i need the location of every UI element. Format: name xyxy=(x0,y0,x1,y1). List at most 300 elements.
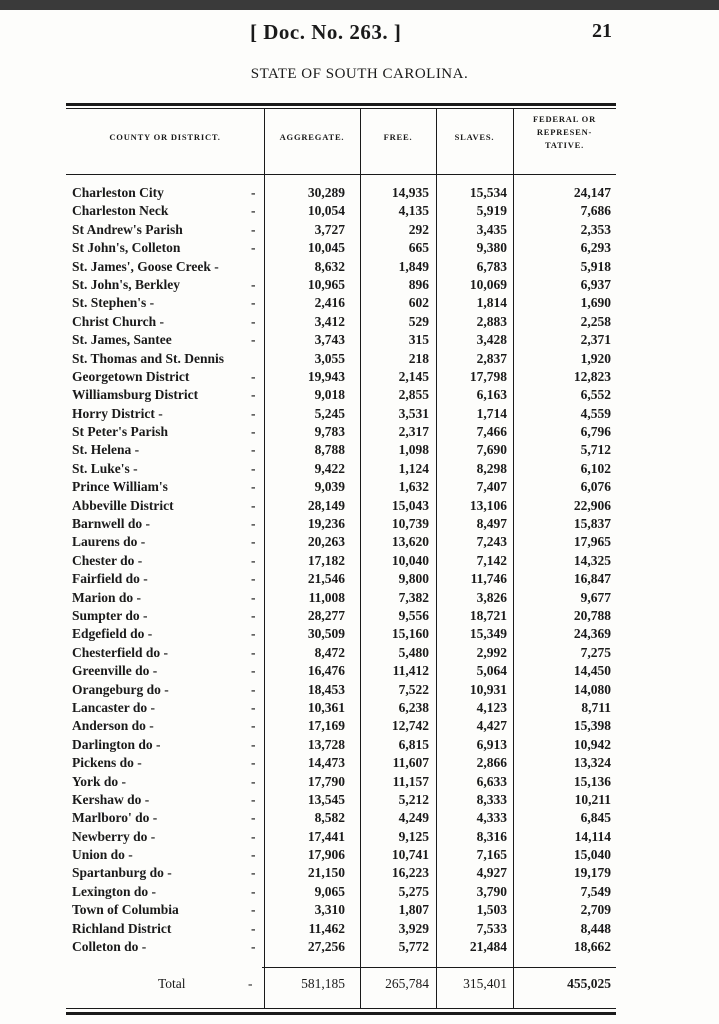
free-cell: 2,855 xyxy=(398,387,429,403)
slaves-cell: 17,798 xyxy=(469,368,507,384)
leader-dash: - xyxy=(251,221,256,237)
aggregate-cell: 9,783 xyxy=(314,424,345,440)
slaves-cell: 4,333 xyxy=(476,810,507,826)
slaves-cell: 7,142 xyxy=(476,552,507,568)
slaves-cell: 13,106 xyxy=(469,497,507,513)
free-cell: 6,238 xyxy=(398,699,429,715)
leader-dash: - xyxy=(251,626,256,642)
slaves-cell: 18,721 xyxy=(469,607,507,623)
leader-dash: - xyxy=(251,810,256,826)
slaves-cell: 8,333 xyxy=(476,791,507,807)
leader-dash: - xyxy=(251,902,256,918)
county-name-cell: Lancaster do - xyxy=(72,699,155,715)
slaves-cell: 10,931 xyxy=(469,681,507,697)
federal-cell: 8,448 xyxy=(580,920,611,936)
federal-cell: 2,258 xyxy=(580,313,611,329)
slaves-cell: 21,484 xyxy=(469,939,507,955)
slaves-cell: 6,783 xyxy=(476,258,507,274)
aggregate-cell: 8,788 xyxy=(314,442,345,458)
table-bottom-rule-thick xyxy=(66,1012,616,1015)
slaves-cell: 5,064 xyxy=(476,663,507,679)
leader-dash: - xyxy=(251,755,256,771)
slaves-cell: 3,435 xyxy=(476,221,507,237)
slaves-cell: 7,407 xyxy=(476,479,507,495)
slaves-cell: 4,123 xyxy=(476,699,507,715)
leader-dash: - xyxy=(251,442,256,458)
total-federal: 455,025 xyxy=(567,976,611,991)
aggregate-cell: 21,546 xyxy=(307,571,345,587)
aggregate-cell: 17,906 xyxy=(307,847,345,863)
table-row xyxy=(0,552,719,570)
free-cell: 529 xyxy=(408,313,429,329)
table-row xyxy=(0,589,719,607)
table-row xyxy=(0,864,719,882)
table-row xyxy=(0,699,719,717)
leader-dash: - xyxy=(251,607,256,623)
leader-dash: - xyxy=(251,847,256,863)
slaves-cell: 4,927 xyxy=(476,865,507,881)
county-name-cell: Colleton do - xyxy=(72,939,147,955)
free-cell: 1,632 xyxy=(398,479,429,495)
leader-dash: - xyxy=(251,479,256,495)
free-cell: 15,043 xyxy=(391,497,429,513)
federal-cell: 12,823 xyxy=(573,368,611,384)
table-row xyxy=(0,681,719,699)
county-name-cell: Fairfield do - xyxy=(72,571,148,587)
table-row xyxy=(0,920,719,938)
free-cell: 5,212 xyxy=(398,791,429,807)
leader-dash: - xyxy=(251,883,256,899)
aggregate-cell: 8,582 xyxy=(314,810,345,826)
federal-cell: 19,179 xyxy=(573,865,611,881)
aggregate-cell: 10,361 xyxy=(307,699,345,715)
leader-dash: - xyxy=(251,791,256,807)
federal-cell: 5,918 xyxy=(580,258,611,274)
federal-cell: 1,690 xyxy=(580,295,611,311)
aggregate-cell: 28,277 xyxy=(307,607,345,623)
free-cell: 4,249 xyxy=(398,810,429,826)
free-cell: 16,223 xyxy=(391,865,429,881)
federal-cell: 10,942 xyxy=(573,736,611,752)
county-name-cell: Union do - xyxy=(72,847,133,863)
federal-cell: 6,796 xyxy=(580,424,611,440)
county-name-cell: Sumpter do - xyxy=(72,607,148,623)
leader-dash: - xyxy=(251,185,256,200)
federal-cell: 14,450 xyxy=(573,663,611,679)
slaves-cell: 6,913 xyxy=(476,736,507,752)
slaves-cell: 1,814 xyxy=(476,295,507,311)
federal-cell: 14,325 xyxy=(573,552,611,568)
leader-dash: - xyxy=(251,865,256,881)
table-row xyxy=(0,184,719,202)
free-cell: 12,742 xyxy=(391,718,429,734)
aggregate-cell: 3,412 xyxy=(314,313,345,329)
leader-dash: - xyxy=(251,644,256,660)
federal-cell: 6,937 xyxy=(580,276,611,292)
aggregate-cell: 9,039 xyxy=(314,479,345,495)
federal-cell: 7,549 xyxy=(580,883,611,899)
table-row xyxy=(0,350,719,368)
table-row xyxy=(0,625,719,643)
aggregate-cell: 11,008 xyxy=(308,589,345,605)
leader-dash: - xyxy=(251,240,256,256)
column-header-aggregate: AGGREGATE. xyxy=(279,132,345,142)
free-cell: 1,124 xyxy=(398,460,429,476)
slaves-cell: 8,298 xyxy=(476,460,507,476)
table-title: STATE OF SOUTH CAROLINA. xyxy=(250,66,469,82)
table-row xyxy=(0,515,719,533)
table-row xyxy=(0,221,719,239)
free-cell: 11,607 xyxy=(392,755,429,771)
table-row xyxy=(0,938,719,956)
county-name-cell: St John's, Colleton xyxy=(72,240,181,256)
county-name-cell: Charleston Neck xyxy=(72,203,169,219)
leader-dash: - xyxy=(251,424,256,440)
county-name-cell: Pickens do - xyxy=(72,755,142,771)
aggregate-cell: 13,728 xyxy=(307,736,345,752)
slaves-cell: 10,069 xyxy=(469,276,507,292)
free-cell: 2,145 xyxy=(398,368,429,384)
total-slaves: 315,401 xyxy=(463,976,507,991)
column-header-county: COUNTY OR DISTRICT. xyxy=(109,132,221,142)
free-cell: 5,480 xyxy=(398,644,429,660)
slaves-cell: 15,534 xyxy=(469,185,507,200)
table-row xyxy=(0,239,719,257)
leader-dash: - xyxy=(251,516,256,532)
window-top-edge xyxy=(0,0,719,10)
table-row xyxy=(0,570,719,588)
aggregate-cell: 10,965 xyxy=(307,276,345,292)
slaves-cell: 11,746 xyxy=(470,571,507,587)
aggregate-cell: 18,453 xyxy=(307,681,345,697)
aggregate-cell: 19,943 xyxy=(307,368,345,384)
table-row xyxy=(0,846,719,864)
county-name-cell: Chester do - xyxy=(72,552,143,568)
free-cell: 6,815 xyxy=(398,736,429,752)
table-top-rule-thick xyxy=(66,103,616,106)
aggregate-cell: 20,263 xyxy=(307,534,345,550)
table-row xyxy=(0,717,719,735)
county-name-cell: Abbeville District xyxy=(72,497,174,513)
free-cell: 315 xyxy=(408,332,429,348)
column-header-federal-line-1: FEDERAL OR xyxy=(532,114,597,124)
slaves-cell: 8,497 xyxy=(476,516,507,532)
leader-dash: - xyxy=(251,276,256,292)
county-name-cell: St. James', Goose Creek - xyxy=(72,258,219,274)
table-row xyxy=(0,313,719,331)
table-row xyxy=(0,533,719,551)
federal-cell: 14,114 xyxy=(574,828,611,844)
federal-cell: 7,686 xyxy=(580,203,611,219)
table-row xyxy=(0,497,719,515)
aggregate-cell: 19,236 xyxy=(307,516,345,532)
federal-cell: 2,709 xyxy=(580,902,611,918)
aggregate-cell: 13,545 xyxy=(307,791,345,807)
federal-cell: 2,353 xyxy=(580,221,611,237)
aggregate-cell: 17,182 xyxy=(307,552,345,568)
table-row xyxy=(0,294,719,312)
aggregate-cell: 3,310 xyxy=(314,902,345,918)
aggregate-cell: 17,790 xyxy=(307,773,345,789)
table-row xyxy=(0,276,719,294)
county-name-cell: Edgefield do - xyxy=(72,626,153,642)
slaves-cell: 3,790 xyxy=(476,883,507,899)
federal-cell: 2,371 xyxy=(580,332,611,348)
slaves-cell: 1,503 xyxy=(476,902,507,918)
total-row xyxy=(0,974,719,994)
county-name-cell: Prince William's xyxy=(72,479,168,495)
free-cell: 3,531 xyxy=(398,405,429,421)
table-row xyxy=(0,662,719,680)
leader-dash: - xyxy=(251,736,256,752)
leader-dash: - xyxy=(251,460,256,476)
table-bottom-rule-thin xyxy=(66,1008,616,1009)
leader-dash: - xyxy=(251,332,256,348)
aggregate-cell: 9,422 xyxy=(314,460,345,476)
federal-cell: 18,662 xyxy=(573,939,611,955)
slaves-cell: 7,165 xyxy=(476,847,507,863)
leader-dash: - xyxy=(251,681,256,697)
county-name-cell: St. John's, Berkley xyxy=(72,276,181,292)
total-leader-dash: - xyxy=(248,976,253,991)
free-cell: 11,157 xyxy=(392,773,429,789)
federal-cell: 6,102 xyxy=(580,460,611,476)
header-bottom-rule xyxy=(66,174,616,175)
free-cell: 15,160 xyxy=(391,626,429,642)
county-name-cell: St. Helena - xyxy=(72,442,140,458)
aggregate-cell: 9,065 xyxy=(314,883,345,899)
county-name-cell: Chesterfield do - xyxy=(72,644,168,660)
aggregate-cell: 3,055 xyxy=(314,350,345,366)
total-free: 265,784 xyxy=(385,976,429,991)
county-name-cell: Darlington do - xyxy=(72,736,161,752)
free-cell: 1,098 xyxy=(398,442,429,458)
free-cell: 10,040 xyxy=(391,552,429,568)
aggregate-cell: 3,727 xyxy=(314,221,345,237)
aggregate-cell: 10,054 xyxy=(307,203,345,219)
aggregate-cell: 21,150 xyxy=(307,865,345,881)
aggregate-cell: 2,416 xyxy=(314,295,345,311)
free-cell: 4,135 xyxy=(398,203,429,219)
table-row xyxy=(0,791,719,809)
federal-cell: 16,847 xyxy=(573,571,611,587)
column-header-federal-line-3: TATIVE. xyxy=(544,140,585,150)
table-top-rule-thin xyxy=(66,108,616,109)
county-name-cell: St Andrew's Parish xyxy=(72,221,183,237)
aggregate-cell: 11,462 xyxy=(308,920,345,936)
county-name-cell: Charleston City xyxy=(72,185,164,200)
table-row xyxy=(0,386,719,404)
slaves-cell: 4,427 xyxy=(476,718,507,734)
leader-dash: - xyxy=(251,552,256,568)
aggregate-cell: 30,509 xyxy=(307,626,345,642)
county-name-cell: Lexington do - xyxy=(72,883,157,899)
county-name-cell: Horry District - xyxy=(72,405,163,421)
slaves-cell: 2,992 xyxy=(476,644,507,660)
free-cell: 7,382 xyxy=(398,589,429,605)
federal-cell: 10,211 xyxy=(574,791,611,807)
total-top-rule xyxy=(262,967,616,968)
county-name-cell: Laurens do - xyxy=(72,534,146,550)
free-cell: 1,807 xyxy=(398,902,429,918)
county-name-cell: Marlboro' do - xyxy=(72,810,158,826)
county-name-cell: Newberry do - xyxy=(72,828,156,844)
slaves-cell: 7,466 xyxy=(476,424,507,440)
free-cell: 292 xyxy=(408,221,429,237)
federal-cell: 24,147 xyxy=(573,185,611,200)
county-name-cell: St. Stephen's - xyxy=(72,295,155,311)
county-name-cell: Town of Columbia xyxy=(72,902,179,918)
table-row xyxy=(0,828,719,846)
slaves-cell: 5,919 xyxy=(476,203,507,219)
county-name-cell: St. Luke's - xyxy=(72,460,138,476)
aggregate-cell: 30,289 xyxy=(307,185,345,200)
free-cell: 14,935 xyxy=(391,185,429,200)
county-name-cell: St. Thomas and St. Dennis xyxy=(72,350,225,366)
table-row xyxy=(0,423,719,441)
federal-cell: 6,552 xyxy=(580,387,611,403)
aggregate-cell: 16,476 xyxy=(307,663,345,679)
federal-cell: 13,324 xyxy=(573,755,611,771)
free-cell: 7,522 xyxy=(398,681,429,697)
free-cell: 10,741 xyxy=(391,847,429,863)
table-row xyxy=(0,460,719,478)
total-label: Total xyxy=(158,976,186,991)
county-name-cell: Orangeburg do - xyxy=(72,681,169,697)
leader-dash: - xyxy=(251,939,256,955)
federal-cell: 6,293 xyxy=(580,240,611,256)
leader-dash: - xyxy=(251,773,256,789)
leader-dash: - xyxy=(251,387,256,403)
free-cell: 1,849 xyxy=(398,258,429,274)
county-name-cell: Richland District xyxy=(72,920,172,936)
federal-cell: 20,788 xyxy=(573,607,611,623)
federal-cell: 15,040 xyxy=(573,847,611,863)
table-row xyxy=(0,901,719,919)
slaves-cell: 3,826 xyxy=(476,589,507,605)
county-name-cell: Spartanburg do - xyxy=(72,865,172,881)
slaves-cell: 6,633 xyxy=(476,773,507,789)
leader-dash: - xyxy=(251,203,256,219)
table-row xyxy=(0,644,719,662)
leader-dash: - xyxy=(251,589,256,605)
free-cell: 9,556 xyxy=(398,607,429,623)
aggregate-cell: 17,169 xyxy=(307,718,345,734)
leader-dash: - xyxy=(251,920,256,936)
county-name-cell: Georgetown District xyxy=(72,368,190,384)
leader-dash: - xyxy=(251,497,256,513)
free-cell: 5,275 xyxy=(398,883,429,899)
aggregate-cell: 27,256 xyxy=(307,939,345,955)
federal-cell: 24,369 xyxy=(573,626,611,642)
free-cell: 896 xyxy=(408,276,429,292)
federal-cell: 5,712 xyxy=(580,442,611,458)
federal-cell: 15,398 xyxy=(573,718,611,734)
federal-cell: 6,845 xyxy=(580,810,611,826)
table-row xyxy=(0,202,719,220)
column-header-federal-line-2: REPRESEN- xyxy=(536,127,593,137)
total-aggregate: 581,185 xyxy=(301,976,345,991)
county-name-cell: Christ Church - xyxy=(72,313,165,329)
federal-cell: 7,275 xyxy=(580,644,611,660)
county-name-cell: Marion do - xyxy=(72,589,141,605)
free-cell: 13,620 xyxy=(391,534,429,550)
federal-cell: 1,920 xyxy=(580,350,611,366)
table-row xyxy=(0,607,719,625)
federal-cell: 8,711 xyxy=(581,699,611,715)
free-cell: 3,929 xyxy=(398,920,429,936)
document-number: [ Doc. No. 263. ] xyxy=(250,20,402,44)
slaves-cell: 9,380 xyxy=(476,240,507,256)
free-cell: 602 xyxy=(408,295,429,311)
slaves-cell: 2,883 xyxy=(476,313,507,329)
free-cell: 665 xyxy=(408,240,429,256)
federal-cell: 15,837 xyxy=(573,516,611,532)
aggregate-cell: 5,245 xyxy=(314,405,345,421)
column-header-free: FREE. xyxy=(383,132,413,142)
free-cell: 218 xyxy=(408,350,429,366)
county-name-cell: St. James, Santee xyxy=(72,332,172,348)
leader-dash: - xyxy=(251,718,256,734)
county-name-cell: Anderson do - xyxy=(72,718,154,734)
leader-dash: - xyxy=(251,368,256,384)
federal-cell: 15,136 xyxy=(573,773,611,789)
federal-cell: 17,965 xyxy=(573,534,611,550)
leader-dash: - xyxy=(251,663,256,679)
county-name-cell: Greenville do - xyxy=(72,663,158,679)
table-row xyxy=(0,331,719,349)
leader-dash: - xyxy=(251,828,256,844)
leader-dash: - xyxy=(251,313,256,329)
aggregate-cell: 9,018 xyxy=(314,387,345,403)
slaves-cell: 15,349 xyxy=(469,626,507,642)
slaves-cell: 6,163 xyxy=(476,387,507,403)
county-name-cell: York do - xyxy=(72,773,127,789)
table-row xyxy=(0,405,719,423)
aggregate-cell: 8,632 xyxy=(314,258,345,274)
aggregate-cell: 10,045 xyxy=(307,240,345,256)
aggregate-cell: 8,472 xyxy=(314,644,345,660)
slaves-cell: 2,866 xyxy=(476,755,507,771)
federal-cell: 6,076 xyxy=(580,479,611,495)
county-name-cell: Barnwell do - xyxy=(72,516,151,532)
leader-dash: - xyxy=(251,571,256,587)
aggregate-cell: 14,473 xyxy=(307,755,345,771)
table-row xyxy=(0,883,719,901)
table-row xyxy=(0,478,719,496)
slaves-cell: 7,243 xyxy=(476,534,507,550)
free-cell: 11,412 xyxy=(392,663,429,679)
table-row xyxy=(0,441,719,459)
free-cell: 5,772 xyxy=(398,939,429,955)
aggregate-cell: 17,441 xyxy=(307,828,345,844)
column-header-slaves: SLAVES. xyxy=(454,132,495,142)
leader-dash: - xyxy=(251,534,256,550)
table-row xyxy=(0,809,719,827)
county-name-cell: Williamsburg District xyxy=(72,387,199,403)
table-row xyxy=(0,773,719,791)
federal-cell: 22,906 xyxy=(573,497,611,513)
slaves-cell: 2,837 xyxy=(476,350,507,366)
slaves-cell: 7,690 xyxy=(476,442,507,458)
page-number: 21 xyxy=(592,20,612,42)
column-header-federal xyxy=(513,113,616,152)
aggregate-cell: 3,743 xyxy=(314,332,345,348)
slaves-cell: 8,316 xyxy=(476,828,507,844)
leader-dash: - xyxy=(251,295,256,311)
leader-dash: - xyxy=(251,699,256,715)
table-row xyxy=(0,736,719,754)
